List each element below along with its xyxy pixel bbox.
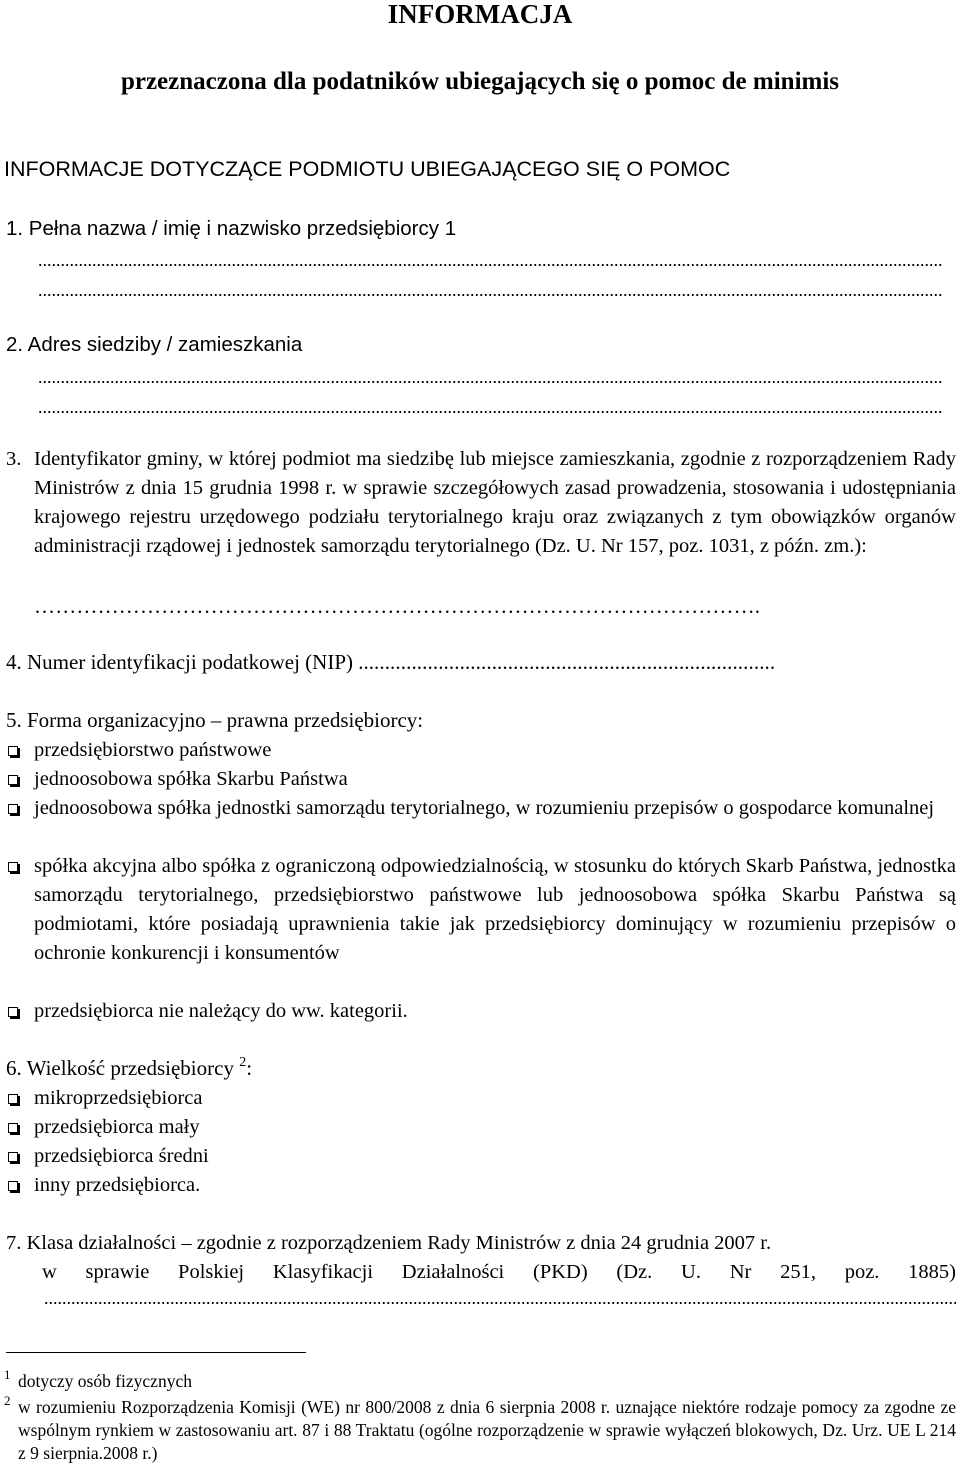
item-1-blank-line-2[interactable] xyxy=(38,288,942,296)
item-2-label: 2. Adres siedziby / zamieszkania xyxy=(6,333,303,356)
document-title: INFORMACJA xyxy=(387,0,573,29)
checkbox-icon[interactable] xyxy=(8,775,18,785)
item-3-number: 3. xyxy=(6,448,22,470)
footnote-separator xyxy=(6,1352,306,1353)
checkbox-icon[interactable] xyxy=(8,1094,18,1104)
item-2-blank-line-2[interactable] xyxy=(38,405,942,413)
footnote-2: 2 w rozumieniu Rozporządzenia Komisji (WE) nr 800/2008 z dnia 6 sierpnia 2008 r. uznające niektóre rodzaje pomocy za zgodne ze wspólnym rynkiem w zastosowaniu art. 87 i 88 Traktatu (ogólne rozporządzenie w sprawie wyłączeń blokowych, Dz. Urz. UE L 214 z 9 sierpnia.2008 r.) xyxy=(18,1396,956,1465)
footnote-2-marker: 2 xyxy=(4,1393,11,1408)
item-7-blank-line[interactable] xyxy=(44,1296,956,1304)
section-heading: INFORMACJE DOTYCZĄCE PODMIOTU UBIEGAJĄCEGO SIĘ O POMOC xyxy=(4,157,731,181)
checkbox-icon[interactable] xyxy=(8,1123,18,1133)
item-1-blank-line-1[interactable] xyxy=(38,258,942,266)
item-3-text: Identyfikator gminy, w której podmiot ma siedzibę lub miejsce zamieszkania, zgodnie z rozporządzeniem Rady Ministrów z dnia 15 grudnia 1998 r. w sprawie szczegółowych zasad prowadzenia, stosowania i udostępniania krajowego rejestru urzędowego podziału terytorialnego kraju oraz związanych z tym obowiązków organów administracji rządowej i jednostek samorządu terytorialnego (Dz. U. Nr 157, poz. 1031, z późn. zm.): xyxy=(34,448,956,557)
item-4-label[interactable]: 4. Numer identyfikacji podatkowej (NIP) .............................................................................. xyxy=(6,650,776,674)
size-option[interactable]: inny przedsiębiorca. xyxy=(34,1171,956,1200)
legal-form-option[interactable]: przedsiębiorca nie należący do ww. kategorii. xyxy=(34,997,956,1026)
legal-form-option[interactable]: jednoosobowa spółka jednostki samorządu terytorialnego, w rozumieniu przepisów o gospodarce komunalnej xyxy=(34,794,956,823)
item-2-blank-line-1[interactable] xyxy=(38,375,942,383)
size-option[interactable]: mikroprzedsiębiorca xyxy=(34,1084,956,1113)
item-1-label: 1. Pełna nazwa / imię i nazwisko przedsiębiorcy 1 xyxy=(6,217,457,240)
checkbox-icon[interactable] xyxy=(8,862,18,872)
document-subtitle: przeznaczona dla podatników ubiegających się o pomoc de minimis xyxy=(120,68,840,95)
footnote-ref-1: 1 xyxy=(444,217,457,240)
footnote-ref-2: 2 xyxy=(239,1055,247,1070)
item-5-label: 5. Forma organizacyjno – prawna przedsiębiorcy: xyxy=(6,708,424,732)
size-option[interactable]: przedsiębiorca mały xyxy=(34,1113,956,1142)
footnote-1: 1 dotyczy osób fizycznych xyxy=(18,1370,956,1393)
checkbox-icon[interactable] xyxy=(8,746,18,756)
item-3-blank-line[interactable]: …………………………………………………………………………………………. xyxy=(34,594,761,618)
legal-form-option[interactable]: przedsiębiorstwo państwowe xyxy=(34,736,956,765)
checkbox-icon[interactable] xyxy=(8,1181,18,1191)
item-7-line-1: 7. Klasa działalności – zgodnie z rozporządzeniem Rady Ministrów z dnia 24 grudnia 2007 r. xyxy=(6,1232,772,1254)
legal-form-option[interactable]: spółka akcyjna albo spółka z ograniczoną odpowiedzialnością, w stosunku do których Skarb Państwa, jednostka samorządu terytorialnego, przedsiębiorstwo państwowe lub jednoosobowa spółka Skarbu Państwa są podmiotami, które posiadają uprawnienia takie jak przedsiębiorcy dominujący w rozumieniu przepisów o ochronie konkurencji i konsumentów xyxy=(34,852,956,968)
checkbox-icon[interactable] xyxy=(8,804,18,814)
checkbox-icon[interactable] xyxy=(8,1007,18,1017)
item-6-label: 6. Wielkość przedsiębiorcy $^2$: xyxy=(6,1055,253,1080)
item-3-paragraph xyxy=(6,445,956,561)
legal-form-option[interactable]: jednoosobowa spółka Skarbu Państwa xyxy=(34,765,956,794)
item-7-line-2: w sprawie Polskiej Klasyfikacji Działalności (PKD) (Dz. U. Nr 251, poz. 1885) xyxy=(42,1261,956,1283)
checkbox-icon[interactable] xyxy=(8,1152,18,1162)
footnote-1-marker: 1 xyxy=(4,1367,11,1382)
size-option[interactable]: przedsiębiorca średni xyxy=(34,1142,956,1171)
